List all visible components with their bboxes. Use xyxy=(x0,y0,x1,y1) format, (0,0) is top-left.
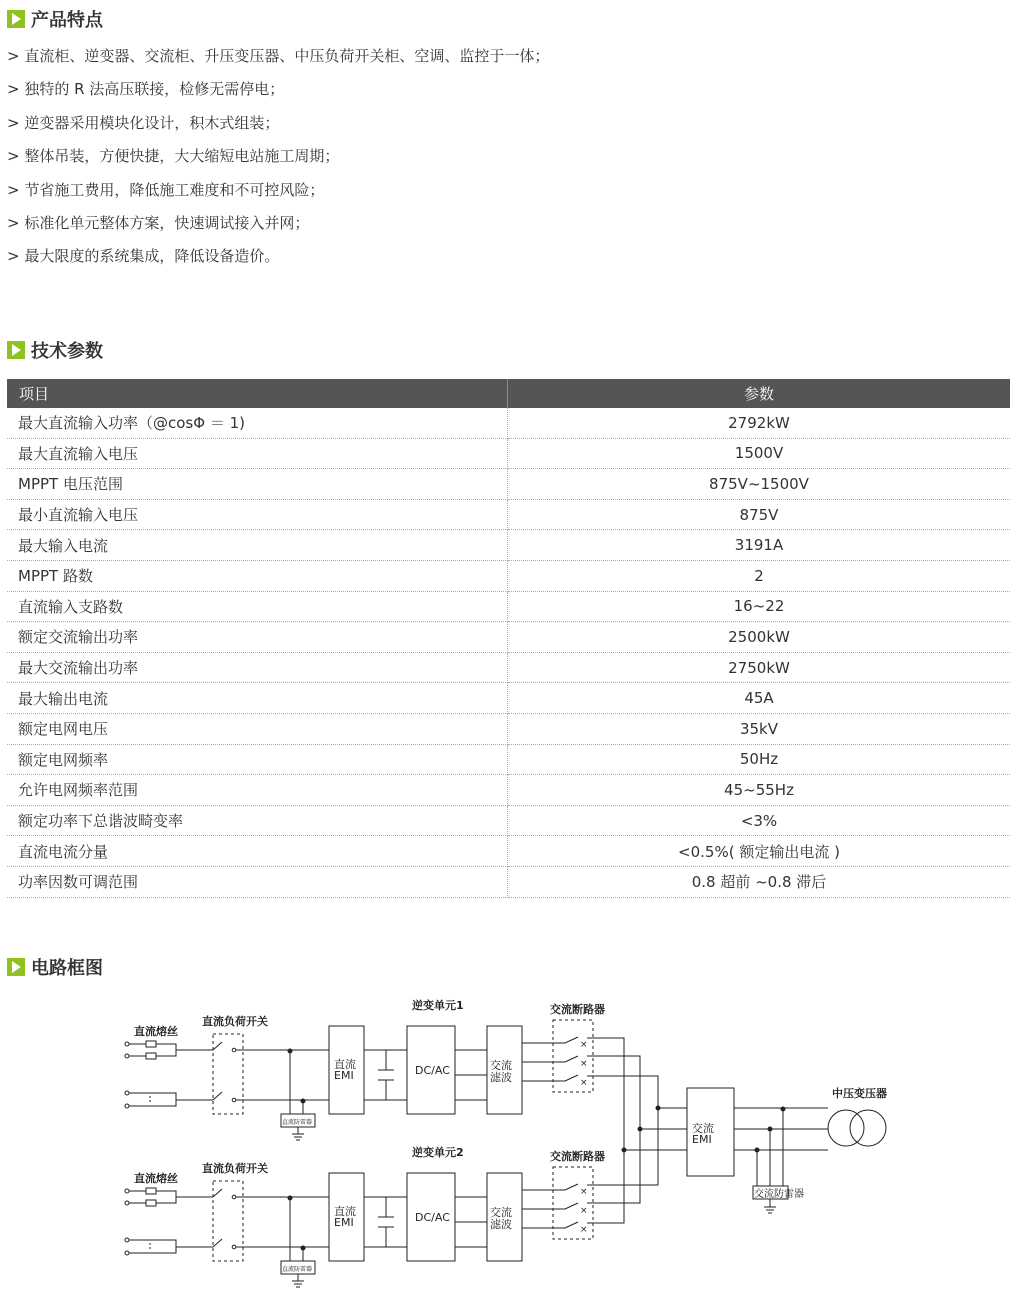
table-header-row xyxy=(7,379,1010,408)
input-terminal xyxy=(125,1042,129,1046)
ac-filter-label: 交流 xyxy=(490,1206,512,1219)
ac-filter-label: 滤波 xyxy=(490,1218,512,1231)
column-header-item: 项目 xyxy=(7,379,508,408)
fuse-symbol xyxy=(146,1200,156,1206)
dc-surge-label: 直流防雷器 xyxy=(282,1266,313,1273)
param-value-cell: 3191A xyxy=(508,530,1011,561)
param-name-cell: 允许电网频率范围 xyxy=(7,775,508,806)
param-name-cell: 额定电网电压 xyxy=(7,713,508,744)
breaker-mark: × xyxy=(580,1187,588,1197)
switch-contact xyxy=(232,1048,236,1052)
param-value-cell: 16~22 xyxy=(508,591,1011,622)
param-name-cell: 最大交流输出功率 xyxy=(7,652,508,683)
table-row xyxy=(7,836,1010,867)
param-name-cell: 最大直流输入功率（@cosΦ ＝ 1) xyxy=(7,408,508,438)
fuse-symbol xyxy=(146,1041,156,1047)
param-value-cell: 2500kW xyxy=(508,622,1011,653)
param-value-cell: <3% xyxy=(508,805,1011,836)
param-name-cell: MPPT 电压范围 xyxy=(7,469,508,500)
param-value-cell: 875V xyxy=(508,499,1011,530)
param-value-cell: 2750kW xyxy=(508,652,1011,683)
table-row xyxy=(7,805,1010,836)
features-section-header xyxy=(7,6,103,32)
input-terminal xyxy=(125,1251,129,1255)
ground-icon xyxy=(292,1127,304,1140)
param-name-cell: 直流输入支路数 xyxy=(7,591,508,622)
dc-fuse-label: 直流熔丝 xyxy=(134,1172,178,1185)
param-name-cell: 直流电流分量 xyxy=(7,836,508,867)
table-row xyxy=(7,866,1010,897)
param-name-cell: 额定功率下总谐波畸变率 xyxy=(7,805,508,836)
param-value-cell: 0.8 超前 ~0.8 滞后 xyxy=(508,866,1011,897)
feature-item: > 逆变器采用模块化设计，积木式组装； xyxy=(7,113,280,132)
param-value-cell: <0.5%( 额定输出电流 ) xyxy=(508,836,1011,867)
dc-load-switch-label: 直流负荷开关 xyxy=(202,1015,268,1028)
transformer-primary-coil xyxy=(828,1110,864,1146)
table-row xyxy=(7,499,1010,530)
dcac-label: DC/AC xyxy=(415,1064,450,1077)
play-arrow-icon xyxy=(7,341,25,359)
param-name-cell: 功率因数可调范围 xyxy=(7,866,508,897)
dc-emi-label: 直流 xyxy=(334,1058,356,1071)
circuit-title: 电路框图 xyxy=(31,958,103,979)
feature-item: > 节省施工费用，降低施工难度和不可控风险； xyxy=(7,180,325,199)
ac-filter-label: 交流 xyxy=(490,1059,512,1072)
table-row xyxy=(7,652,1010,683)
table-row xyxy=(7,683,1010,714)
breaker-mark: × xyxy=(580,1040,588,1050)
fuse-symbol xyxy=(146,1188,156,1194)
table-row xyxy=(7,469,1010,500)
param-value-cell: 50Hz xyxy=(508,744,1011,775)
ac-breaker-label: 交流断路器 xyxy=(550,1150,605,1163)
input-terminal xyxy=(125,1238,129,1242)
params-table-body xyxy=(7,408,1010,897)
mv-transformer-label: 中压变压器 xyxy=(832,1087,887,1100)
param-value-cell: 2792kW xyxy=(508,408,1011,438)
fuse-symbol xyxy=(146,1053,156,1059)
param-value-cell: 45~55Hz xyxy=(508,775,1011,806)
input-terminal xyxy=(125,1091,129,1095)
param-name-cell: 最大直流输入电压 xyxy=(7,438,508,469)
switch-contact xyxy=(232,1195,236,1199)
feature-item: > 直流柜、逆变器、交流柜、升压变压器、中压负荷开关柜、空调、监控于一体； xyxy=(7,47,550,65)
transformer-secondary-coil xyxy=(850,1110,886,1146)
circuit-diagram xyxy=(110,990,900,1290)
feature-item: > 标准化单元整体方案，快速调试接入并网； xyxy=(7,213,310,232)
column-header-value: 参数 xyxy=(508,379,1011,408)
ac-filter-label: 滤波 xyxy=(490,1071,512,1084)
params-title: 技术参数 xyxy=(31,341,103,362)
table-row xyxy=(7,560,1010,591)
input-terminal xyxy=(125,1189,129,1193)
table-row xyxy=(7,775,1010,806)
ac-emi-label: 交流 xyxy=(692,1122,714,1135)
inverter-branch-1 xyxy=(125,998,658,1150)
table-row xyxy=(7,408,1010,438)
params-section-header xyxy=(7,337,103,363)
capacitor-icon xyxy=(378,1197,394,1247)
param-name-cell: 最小直流输入电压 xyxy=(7,499,508,530)
play-arrow-icon xyxy=(7,10,25,28)
feature-item: > 独特的 R 法高压联接，检修无需停电； xyxy=(7,80,285,99)
features-list xyxy=(7,40,549,274)
ground-icon xyxy=(292,1274,304,1287)
circuit-section-header xyxy=(7,954,103,980)
breaker-mark: × xyxy=(580,1225,588,1235)
breaker-mark: × xyxy=(580,1078,588,1088)
ac-breaker-label: 交流断路器 xyxy=(550,1003,605,1016)
param-value-cell: 2 xyxy=(508,560,1011,591)
inverter-branch-2 xyxy=(125,1108,658,1287)
input-terminal xyxy=(125,1054,129,1058)
inverter-unit-2-label: 逆变单元2 xyxy=(412,1146,464,1159)
param-name-cell: 最大输出电流 xyxy=(7,683,508,714)
play-arrow-icon xyxy=(7,958,25,976)
dcac-label: DC/AC xyxy=(415,1211,450,1224)
dc-emi-label: 直流 xyxy=(334,1205,356,1218)
input-terminal xyxy=(125,1201,129,1205)
ac-surge-label: 交流防雷器 xyxy=(754,1189,804,1200)
param-value-cell: 45A xyxy=(508,683,1011,714)
param-name-cell: 最大输入电流 xyxy=(7,530,508,561)
dc-emi-label: EMI xyxy=(334,1069,354,1082)
ac-output-section xyxy=(622,1086,887,1213)
feature-item: > 最大限度的系统集成，降低设备造价。 xyxy=(7,247,280,266)
feature-item: > 整体吊装，方便快捷，大大缩短电站施工周期； xyxy=(7,147,340,166)
inverter-unit-1-label: 逆变单元1 xyxy=(412,999,464,1012)
param-name-cell: 额定电网频率 xyxy=(7,744,508,775)
features-title: 产品特点 xyxy=(31,10,103,31)
dc-emi-label: EMI xyxy=(334,1216,354,1229)
table-row xyxy=(7,591,1010,622)
table-row xyxy=(7,438,1010,469)
table-row xyxy=(7,744,1010,775)
breaker-mark: × xyxy=(580,1206,588,1216)
dc-fuse-label: 直流熔丝 xyxy=(134,1025,178,1038)
table-row xyxy=(7,530,1010,561)
param-value-cell: 875V~1500V xyxy=(508,469,1011,500)
param-value-cell: 1500V xyxy=(508,438,1011,469)
ground-icon xyxy=(764,1199,776,1213)
capacitor-icon xyxy=(378,1050,394,1100)
ac-emi-label: EMI xyxy=(692,1133,712,1146)
table-row xyxy=(7,713,1010,744)
switch-contact xyxy=(232,1098,236,1102)
breaker-mark: × xyxy=(580,1059,588,1069)
dc-surge-label: 直流防雷器 xyxy=(282,1119,313,1126)
input-terminal xyxy=(125,1104,129,1108)
dc-load-switch-label: 直流负荷开关 xyxy=(202,1162,268,1175)
param-name-cell: MPPT 路数 xyxy=(7,560,508,591)
param-value-cell: 35kV xyxy=(508,713,1011,744)
params-table xyxy=(7,379,1010,898)
table-row xyxy=(7,622,1010,653)
param-name-cell: 额定交流输出功率 xyxy=(7,622,508,653)
switch-contact xyxy=(232,1245,236,1249)
